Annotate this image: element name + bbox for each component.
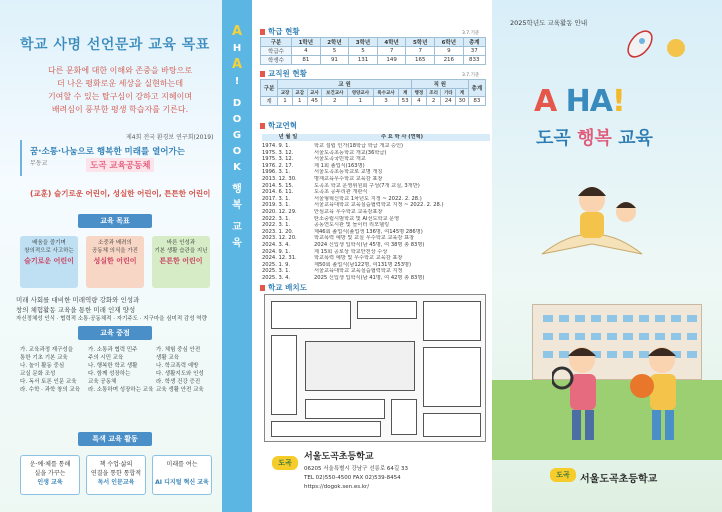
strategy-item: 라. 소통하며 성장하는 교육 bbox=[88, 387, 154, 393]
table-header-cell: 조리 bbox=[426, 89, 441, 97]
map-field bbox=[305, 341, 415, 391]
history-row bbox=[262, 268, 490, 275]
table-cell: 53 bbox=[399, 97, 412, 106]
student-table bbox=[260, 37, 486, 65]
history-event: 제 1회 졸업식(163명) bbox=[314, 162, 365, 169]
goal-line: 기본 생활 습관을 지닌 bbox=[154, 248, 208, 254]
school-goal-line: 창의 체험활동 교육을 통한 미래 인재 양성 bbox=[16, 305, 136, 314]
info-panel bbox=[252, 0, 492, 512]
table-header-cell: 구분 bbox=[261, 38, 292, 47]
history-date: 2013. 12. 30. bbox=[262, 175, 297, 182]
table-cell: 216 bbox=[435, 56, 464, 65]
slogan-highlight: 도곡 교육공동체 bbox=[86, 158, 154, 172]
table-row bbox=[261, 47, 486, 56]
school-goal bbox=[16, 296, 222, 325]
map-building bbox=[391, 399, 417, 435]
history-event: 제46회 졸업식(졸업생 136명, 여145명 286명) bbox=[314, 228, 423, 235]
history-header-cell: 주 요 학 사 (연혁) bbox=[380, 134, 424, 140]
spine-letter: O bbox=[232, 146, 242, 157]
table-header-cell: 총계 bbox=[463, 38, 485, 47]
table-cell: 2 bbox=[426, 97, 441, 106]
strategy-column bbox=[88, 346, 156, 394]
table-header-row bbox=[261, 80, 486, 89]
history-date: 1975. 3. 12. bbox=[262, 149, 294, 156]
special-line: 책 수업·삶의 bbox=[99, 461, 133, 468]
history-date: 1974. 9. 1. bbox=[262, 143, 291, 149]
history-row bbox=[262, 275, 490, 282]
school-goal-line: 미래 사회를 대비한 미래역량 강화와 인성과 bbox=[16, 296, 140, 304]
table-header-cell: 특수교사 bbox=[373, 89, 399, 97]
table-header-cell: 교감 bbox=[292, 89, 307, 97]
goal-line: 소중과 배려의 bbox=[98, 240, 132, 246]
spine-letter: K bbox=[233, 162, 241, 173]
table-header-cell: 총계 bbox=[468, 80, 485, 97]
table-header-cell: 영양교사 bbox=[348, 89, 374, 97]
strategy-item: 통한 기초 기본 교육 bbox=[20, 355, 68, 361]
history-date: 2017. 3. 1. bbox=[262, 195, 291, 202]
kid-magnifier-illustration bbox=[552, 340, 622, 450]
cover-title-exclaim: ! bbox=[612, 84, 625, 119]
history-row bbox=[262, 163, 490, 170]
strategy-item: 나. 놀이 활동 중심 bbox=[20, 363, 65, 369]
special-line: 운·예·체를 통해 bbox=[29, 461, 71, 468]
map-building bbox=[423, 301, 481, 341]
strategy-item: 다. 생활지도와 인성 bbox=[156, 371, 204, 377]
strategy-column bbox=[20, 346, 88, 394]
history-header-cell: 년 월 일 bbox=[278, 134, 298, 140]
goal-box bbox=[152, 236, 210, 288]
goal-line: 창의적으로 사고하는 bbox=[24, 248, 74, 254]
spine-letter: G bbox=[232, 130, 242, 141]
school-contact bbox=[304, 452, 408, 492]
spine-letter: O bbox=[232, 114, 242, 125]
vision-statement bbox=[20, 64, 220, 128]
strategy-item: 생활 교육 bbox=[156, 355, 180, 361]
sun-icon bbox=[658, 30, 694, 66]
table-header-cell: 4학년 bbox=[377, 38, 406, 47]
table-cell: 7 bbox=[377, 47, 406, 56]
student-status-title: 학급 현황 bbox=[260, 26, 300, 37]
special-line: 연결을 통한 통합적 bbox=[90, 470, 142, 477]
goal-line: 공동체 의식을 가진 bbox=[91, 248, 138, 254]
history-row bbox=[262, 229, 490, 236]
goal-title: 튼튼한 어린이 bbox=[159, 257, 203, 265]
strategy-item: 가. 체험 중심 안전 bbox=[156, 347, 201, 353]
slogan-sub: 무동교 bbox=[30, 160, 48, 167]
special-header: 특색 교육 활동 bbox=[78, 432, 152, 446]
strategy-item: 교육 공동체 bbox=[88, 379, 117, 385]
cover-subtitle bbox=[536, 124, 653, 150]
table-cell: 131 bbox=[349, 56, 378, 65]
special-line: 미래를 여는 bbox=[166, 461, 198, 468]
history-row bbox=[262, 209, 490, 216]
cover-title-ha: HA bbox=[565, 84, 612, 119]
vision-line: 다른 문화에 대한 이해와 존중을 바탕으로 bbox=[47, 66, 193, 75]
table-cell: 학급수 bbox=[261, 47, 292, 56]
goal-title: 슬기로운 어린이 bbox=[24, 257, 74, 265]
history-row bbox=[262, 222, 490, 229]
history-date: 2024. 9. 1. bbox=[262, 248, 291, 255]
history-event: 공동연도시관 및 놀이터 리모델링 bbox=[314, 222, 390, 229]
spine-letter: 육 bbox=[232, 238, 242, 249]
strategy-column bbox=[156, 346, 222, 394]
strategy-item: 라. 수학 · 과학 창의 교육 bbox=[20, 387, 81, 393]
history-date: 1976. 2. 17. bbox=[262, 162, 294, 169]
school-motto: (교훈) 슬기로운 어린이, 성실한 어린이, 튼튼한 어린이 bbox=[30, 189, 211, 198]
table-header-cell: 2학년 bbox=[320, 38, 349, 47]
table-header-cell: 6학년 bbox=[435, 38, 464, 47]
staff-table bbox=[260, 79, 486, 106]
mission-title: 학교 사명 선언문과 교육 목표 bbox=[20, 37, 210, 53]
history-list bbox=[262, 134, 490, 281]
table-cell: 45 bbox=[307, 97, 322, 106]
spine-letter: H bbox=[232, 43, 242, 54]
spine-letter: D bbox=[232, 98, 242, 109]
history-event: 안심교육 우수학교 교육감표창 bbox=[314, 208, 383, 215]
table-row bbox=[261, 97, 486, 106]
table-header-cell: 구분 bbox=[261, 80, 278, 97]
special-box bbox=[20, 455, 80, 495]
table-header-row bbox=[261, 89, 486, 97]
table-header-cell: 기타 bbox=[441, 89, 456, 97]
strategy-item: 나. 행복한 학교 생활 bbox=[88, 363, 138, 369]
phone-fax: TEL 02)550-4500 FAX 02)539-8454 bbox=[304, 475, 401, 481]
table-cell: 계 bbox=[261, 97, 278, 106]
vision-line: 배려심이 풍부한 평생 학습자를 기른다. bbox=[51, 105, 189, 114]
history-event: 2025 신입생 입학식(남 41명, 여 42명 총 83명) bbox=[314, 274, 425, 281]
table-cell: 833 bbox=[463, 56, 485, 65]
history-row bbox=[262, 262, 490, 269]
table-cell: 37 bbox=[463, 47, 485, 56]
spine-letter: 복 bbox=[232, 200, 242, 211]
table-cell: 3 bbox=[373, 97, 399, 106]
history-event: 학교폭력 예방 및 우수학교 교육감 표창 bbox=[314, 255, 403, 262]
spine-letter: 교 bbox=[232, 222, 242, 233]
spine-letter: A bbox=[231, 24, 243, 39]
special-line: 실을 가꾸는 bbox=[34, 470, 66, 477]
table-cell: 학생수 bbox=[261, 56, 292, 65]
history-event: 서울도곡초등학교 개교(36학급) bbox=[314, 149, 387, 156]
history-row bbox=[262, 255, 490, 262]
campus-map bbox=[264, 294, 486, 442]
goal-line: 배움을 즐기며 bbox=[32, 240, 66, 246]
history-date: 2022. 3. 1. bbox=[262, 222, 291, 229]
table-cell: 1 bbox=[292, 97, 307, 106]
special-box bbox=[86, 455, 146, 495]
mission-panel bbox=[0, 0, 222, 512]
map-building bbox=[271, 421, 381, 437]
history-event: 명재교육우수학교 교육감 표창 bbox=[314, 175, 383, 182]
strategy-header: 교육 중점 bbox=[78, 326, 152, 340]
spine-letter: ! bbox=[234, 76, 240, 87]
table-cell: 91 bbox=[320, 56, 349, 65]
kids-reading-illustration bbox=[532, 174, 652, 264]
history-date: 1996. 3. 1. bbox=[262, 169, 291, 176]
table-cell: 149 bbox=[377, 56, 406, 65]
history-date: 2025. 3. 1. bbox=[262, 268, 291, 275]
cover-title bbox=[534, 84, 625, 119]
history-date: 2024. 3. 4. bbox=[262, 241, 291, 248]
history-event: 도곡초 공두리관 개관식 bbox=[314, 189, 368, 196]
website-link[interactable]: https://dogok.sen.es.kr/ bbox=[304, 484, 370, 490]
history-row bbox=[262, 156, 490, 163]
history-event: 서울형혁신학교 1차년도 지정 ~ 2022. 2. 28.) bbox=[314, 195, 422, 202]
table-header-cell: 계 bbox=[399, 89, 412, 97]
table-header-cell: 3학년 bbox=[349, 38, 378, 47]
strategy-item: 라. 학생 건강 증진 bbox=[156, 379, 201, 385]
goal-title: 성실한 어린이 bbox=[93, 257, 137, 265]
table-header-cell: 행정 bbox=[411, 89, 426, 97]
strategy-item: 다. 함께 성장하는 bbox=[88, 371, 131, 377]
history-date: 2025. 3. 4. bbox=[262, 274, 291, 281]
cover-title-a: A bbox=[534, 84, 557, 119]
history-row bbox=[262, 189, 490, 196]
table-cell: 5 bbox=[349, 47, 378, 56]
history-date: 2023. 1. 20. bbox=[262, 228, 294, 235]
history-event: 제50회 졸업식(남122명, 여131명 253명) bbox=[314, 261, 412, 268]
table-cell: 2 bbox=[322, 97, 348, 106]
subtitle-blue: 도곡 bbox=[536, 128, 571, 149]
history-date: 2014. 5. 15. bbox=[262, 182, 294, 189]
kid-basketball-illustration bbox=[622, 340, 702, 450]
spine-letter: A bbox=[231, 57, 243, 72]
award-note: 제4회 전국 환경보 연구회(2019) bbox=[126, 134, 214, 141]
history-event: 서울도곡초등학교로 교명 개칭 bbox=[314, 169, 383, 176]
vision-line: 기여할 수 있는 탈구심이 강하고 지혜이며 bbox=[47, 92, 193, 101]
history-date: 2024. 12. 31. bbox=[262, 255, 297, 262]
table-cell: 1 bbox=[278, 97, 293, 106]
history-date: 2014. 6. 11. bbox=[262, 189, 294, 196]
subtitle-end: 교육 bbox=[618, 128, 653, 149]
table-cell: 7 bbox=[406, 47, 435, 56]
table-header-cell: 계 bbox=[456, 89, 469, 97]
strategy-item: 주의 시민 교육 bbox=[88, 355, 124, 361]
history-event: 서울교육대학교 교육실습협력학교 지정 ~ 2022. 2. 28.) bbox=[314, 202, 444, 209]
table-row bbox=[261, 56, 486, 65]
table-cell: 1 bbox=[348, 97, 374, 106]
spine bbox=[222, 0, 252, 512]
history-event: 탄소중립시범학교 및 AI선도학교 운영 bbox=[314, 215, 400, 222]
special-box bbox=[152, 455, 212, 495]
year-label: 2025학년도 교육활동 안내 bbox=[510, 19, 588, 27]
history-row bbox=[262, 216, 490, 223]
table-cell: 24 bbox=[441, 97, 456, 106]
table-cell: 4 bbox=[292, 47, 321, 56]
staff-unit: 3.7.기준 bbox=[462, 73, 480, 78]
history-row bbox=[262, 242, 490, 249]
spine-text bbox=[228, 24, 246, 252]
strategy-item: 교육 생활 안전 교육 bbox=[156, 387, 204, 393]
history-row bbox=[262, 202, 490, 209]
history-row bbox=[262, 235, 490, 242]
history-date: 2019. 3. 1. bbox=[262, 202, 291, 209]
history-row bbox=[262, 183, 490, 190]
goal-line: 바른 인성과 bbox=[166, 240, 196, 246]
slogan-main: 꿈·소통·나눔으로 행복한 미래를 열어가는 bbox=[30, 147, 185, 157]
history-date: 2020. 12. 29. bbox=[262, 208, 297, 215]
table-header-cell: 5학년 bbox=[406, 38, 435, 47]
school-name: 서울도곡초등학교 bbox=[304, 452, 374, 462]
history-date: 2025. 1. 9. bbox=[262, 261, 291, 268]
history-row bbox=[262, 150, 490, 157]
map-building bbox=[423, 413, 481, 437]
map-building bbox=[423, 347, 481, 407]
history-event: 서울도곡국민학교 개교 bbox=[314, 156, 366, 163]
table-header-cell: 교 원 bbox=[278, 80, 412, 89]
subtitle-pink: 행복 bbox=[577, 128, 612, 149]
history-date: 2023. 12. 20. bbox=[262, 235, 297, 242]
history-event: 2024 신입생 입학식(남 45명, 여 38명 총 83명) bbox=[314, 241, 425, 248]
history-event: 서울교육대학교 교육실습협력학교 지정 bbox=[314, 268, 403, 275]
special-title: AI 디지털 혁신 교육 bbox=[155, 479, 209, 486]
table-cell: 4 bbox=[411, 97, 426, 106]
map-building bbox=[271, 335, 297, 415]
history-event: 학교 설립 인가(18학급 학급 개교 승인) bbox=[314, 143, 404, 149]
strategy-item: 가. 교육과정 재구성을 bbox=[20, 347, 74, 353]
history-header bbox=[262, 134, 490, 141]
cover-panel bbox=[492, 0, 722, 512]
history-title: 학교연혁 bbox=[260, 120, 297, 131]
goal-header: 교육 목표 bbox=[78, 214, 152, 228]
table-header-cell: 교장 bbox=[278, 89, 293, 97]
school-logo: 도곡 bbox=[272, 456, 298, 470]
rocket-icon bbox=[620, 24, 660, 64]
history-row bbox=[262, 176, 490, 183]
table-cell: 81 bbox=[292, 56, 321, 65]
spine-letter: 행 bbox=[232, 184, 242, 195]
strategy-item: 가. 소통과 협력 민주 bbox=[88, 347, 138, 353]
table-header-cell: 1학년 bbox=[292, 38, 321, 47]
student-unit: 3.7.기준 bbox=[462, 31, 480, 36]
goal-box bbox=[20, 236, 78, 288]
table-cell: 30 bbox=[456, 97, 469, 106]
address: 06205 서울특별시 강남구 선릉로 64길 33 bbox=[304, 466, 408, 472]
vision-line: 더 나은 평화로운 세상을 실현하는데 bbox=[56, 79, 184, 88]
school-logo: 도곡 bbox=[550, 468, 576, 482]
school-goal-line: 자신정체성 인식 · 협력적 소통·공동체적 · 자기주도 · 지구마을 심미적 감성 역량 bbox=[16, 316, 207, 322]
cover-school-name: 서울도곡초등학교 bbox=[580, 474, 658, 485]
table-cell: 165 bbox=[406, 56, 435, 65]
special-title: 인생 교육 bbox=[37, 479, 63, 486]
table-cell: 5 bbox=[320, 47, 349, 56]
history-event: 도곡초 학교 운영위원회 구성(7개 교실, 3개반) bbox=[314, 182, 420, 189]
strategy-item: 다. 독서 토론 인문 교육 bbox=[20, 379, 77, 385]
map-building bbox=[305, 399, 385, 419]
map-building bbox=[357, 301, 417, 319]
table-header-cell: 직 원 bbox=[411, 80, 468, 89]
history-date: 1975. 3. 12. bbox=[262, 156, 294, 163]
staff-status-title: 교직원 현황 bbox=[260, 68, 307, 79]
table-header-cell: 교사 bbox=[307, 89, 322, 97]
strategy-item: 교실 문화 조성 bbox=[20, 371, 56, 377]
strategy-item: 나. 학교폭력 예방 bbox=[156, 363, 199, 369]
table-header-row bbox=[261, 38, 486, 47]
map-building bbox=[271, 301, 351, 329]
history-event: 학교폭력 예방 및 교실 우수학교 교육감 표창 bbox=[314, 235, 415, 242]
table-cell: 9 bbox=[435, 47, 464, 56]
special-title: 독서 인문교육 bbox=[97, 479, 135, 486]
map-title: 학교 배치도 bbox=[260, 282, 307, 293]
history-event: 제 15회 공로상 학교안전상 수상 bbox=[314, 248, 388, 255]
table-header-cell: 보건교사 bbox=[322, 89, 348, 97]
history-row bbox=[262, 169, 490, 176]
history-row bbox=[262, 143, 490, 150]
goal-box bbox=[86, 236, 144, 288]
history-row bbox=[262, 249, 490, 256]
table-cell: 83 bbox=[468, 97, 485, 106]
history-date: 2022. 3. 1. bbox=[262, 215, 291, 222]
history-row bbox=[262, 196, 490, 203]
